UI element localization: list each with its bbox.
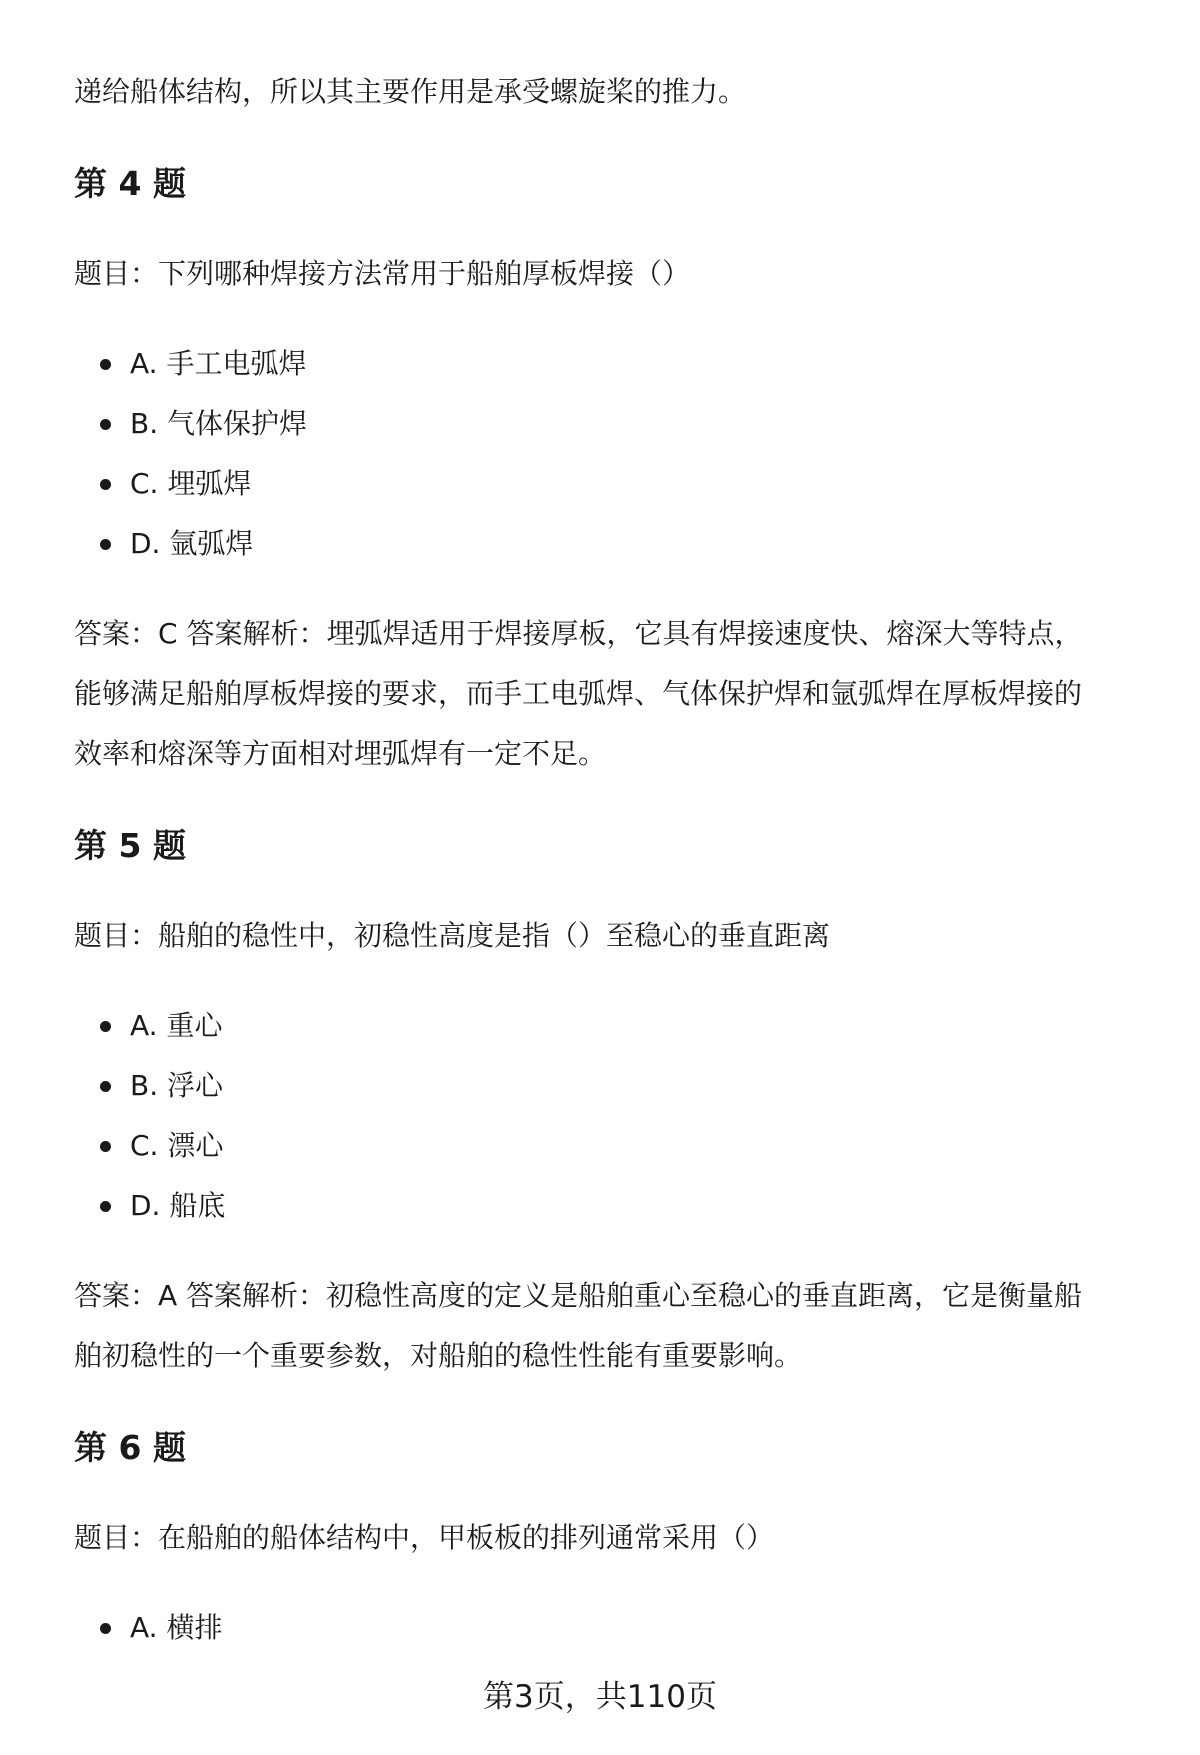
option-label: D. 船底 (130, 1189, 226, 1222)
option-item (74, 1116, 1144, 1176)
bullet-icon (100, 1141, 111, 1152)
question-heading: 第 5 题 (74, 826, 186, 865)
option-label: C. 埋弧焊 (130, 467, 252, 500)
option-list (74, 996, 1144, 1236)
option-label: B. 气体保护焊 (130, 407, 308, 440)
option-label: D. 氩弧焊 (130, 527, 254, 560)
intro-paragraph: 递给船体结构，所以其主要作用是承受螺旋桨的推力。 (74, 75, 747, 108)
question-prompt: 题目：下列哪种焊接方法常用于船舶厚板焊接（） (74, 257, 691, 290)
question-prompt: 题目：在船舶的船体结构中，甲板板的排列通常采用（） (74, 1521, 775, 1554)
bullet-icon (100, 1021, 111, 1032)
question-5 (74, 826, 1144, 1428)
bullet-icon (100, 479, 111, 490)
question-4 (74, 164, 1144, 826)
option-label: A. 手工电弧焊 (130, 347, 307, 380)
bullet-icon (100, 1623, 111, 1634)
option-label: B. 浮心 (130, 1069, 224, 1102)
answer-explanation (74, 1266, 1144, 1386)
page-number-footer: 第3页，共110页 (483, 1679, 717, 1715)
option-item (74, 996, 1144, 1056)
answer-explanation (74, 604, 1144, 784)
option-label: C. 漂心 (130, 1129, 224, 1162)
question-prompt: 题目：船舶的稳性中，初稳性高度是指（）至稳心的垂直距离 (74, 919, 831, 952)
option-item (74, 514, 1144, 574)
option-item (74, 1176, 1144, 1236)
question-heading: 第 4 题 (74, 164, 186, 203)
answer-line: 舶初稳性的一个重要参数，对船舶的稳性性能有重要影响。 (74, 1339, 803, 1372)
option-item (74, 334, 1144, 394)
bullet-icon (100, 539, 111, 550)
option-item (74, 1598, 1144, 1658)
answer-line: 效率和熔深等方面相对埋弧焊有一定不足。 (74, 737, 607, 770)
answer-line: 答案：C 答案解析：埋弧焊适用于焊接厚板，它具有焊接速度快、熔深大等特点， (74, 617, 1083, 650)
option-item (74, 454, 1144, 514)
option-item (74, 394, 1144, 454)
option-list (74, 1598, 1144, 1658)
page-content (74, 62, 1144, 1658)
bullet-icon (100, 1201, 111, 1212)
answer-line: 能够满足船舶厚板焊接的要求，而手工电弧焊、气体保护焊和氩弧焊在厚板焊接的 (74, 677, 1083, 710)
option-label: A. 重心 (130, 1009, 223, 1042)
bullet-icon (100, 359, 111, 370)
bullet-icon (100, 419, 111, 430)
question-heading: 第 6 题 (74, 1428, 186, 1467)
question-6 (74, 1428, 1144, 1658)
bullet-icon (100, 1081, 111, 1092)
option-item (74, 1056, 1144, 1116)
answer-line: 答案：A 答案解析：初稳性高度的定义是船舶重心至稳心的垂直距离，它是衡量船 (74, 1279, 1083, 1312)
option-list (74, 334, 1144, 574)
option-label: A. 横排 (130, 1611, 223, 1644)
